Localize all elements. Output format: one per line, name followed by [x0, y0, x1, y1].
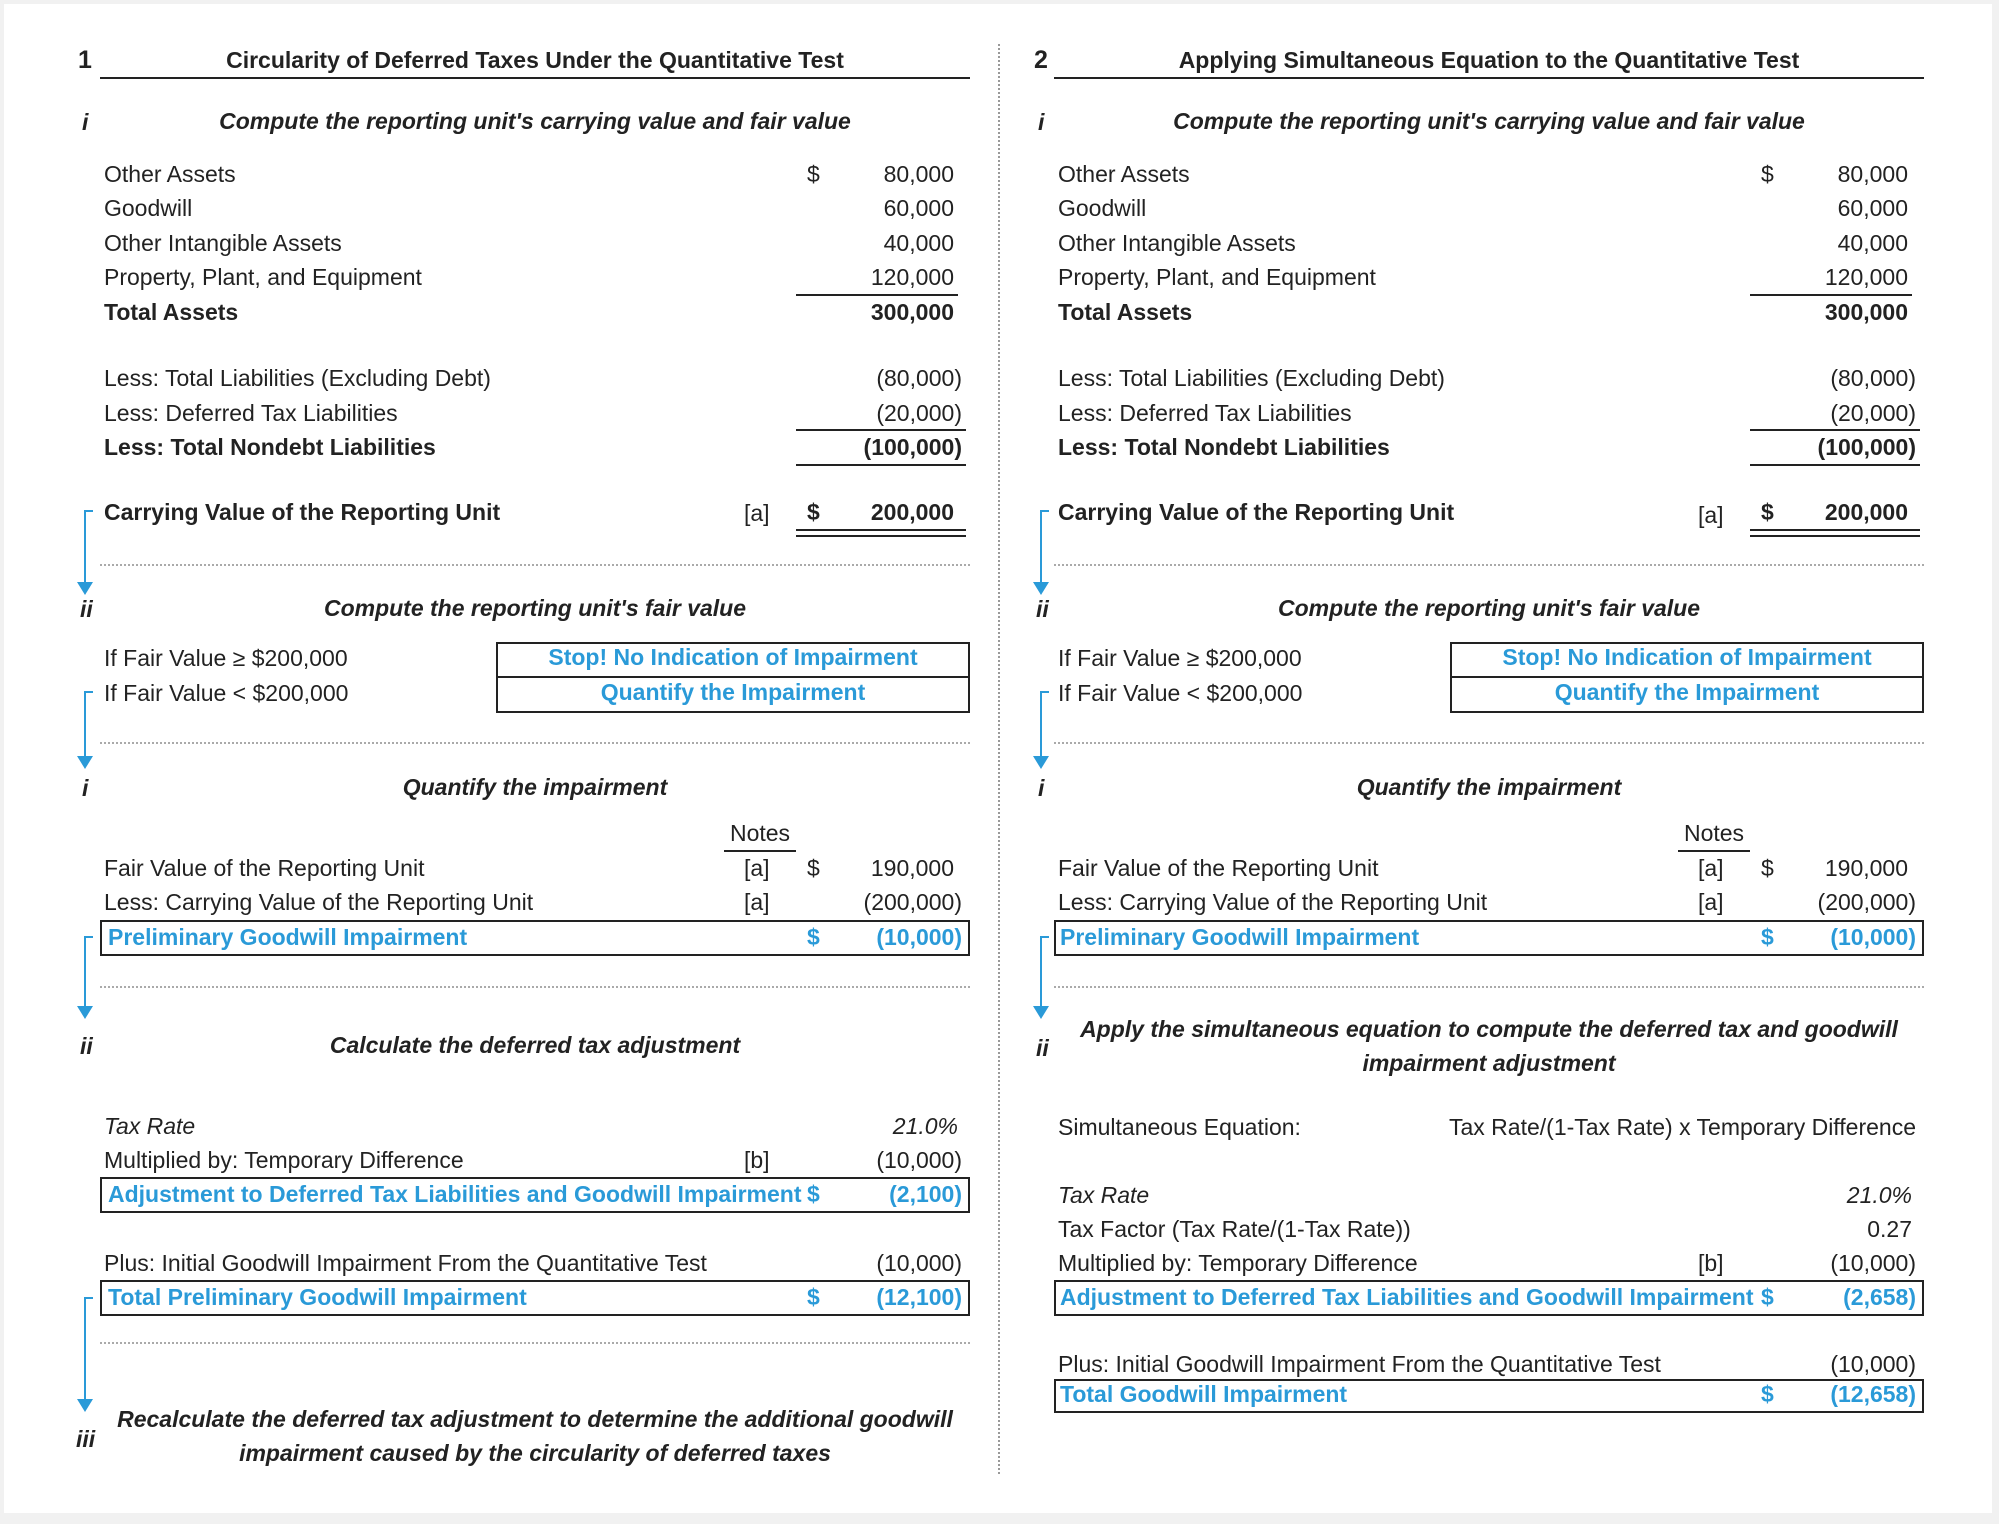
left-title-rule: [100, 77, 970, 79]
left-fv-label: Fair Value of the Reporting Unit: [104, 855, 425, 881]
left-prelim-value: (10,000): [876, 924, 962, 950]
left-tax-rate-label: Tax Rate: [104, 1113, 196, 1139]
right-plus-label: Plus: Initial Goodwill Impairment From the Quantitative Test: [1058, 1351, 1661, 1377]
flow-arrow-line: [84, 1297, 93, 1399]
flow-arrow-head-icon: [77, 1399, 93, 1412]
right-total-impairment-label: Total Goodwill Impairment: [1060, 1381, 1348, 1407]
left-nondebt-total-label: Less: Total Nondebt Liabilities: [104, 434, 436, 460]
right-adjustment-value: (2,658): [1843, 1284, 1916, 1310]
right-liab-label: Less: Deferred Tax Liabilities: [1058, 400, 1352, 426]
right-liab-value: (80,000): [1830, 365, 1916, 391]
left-total-prelim-value: (12,100): [876, 1284, 962, 1310]
right-fv-label: Fair Value of the Reporting Unit: [1058, 855, 1379, 881]
right-tax-rate-label: Tax Rate: [1058, 1182, 1150, 1208]
left-row-value: 40,000: [883, 230, 954, 256]
right-s4-heading-line2: impairment adjustment: [1362, 1050, 1616, 1076]
right-equation-value: Tax Rate/(1-Tax Rate) x Temporary Difference: [1449, 1114, 1916, 1140]
right-liab-bottom-rule: [1750, 464, 1920, 466]
right-liab-label: Less: Total Liabilities (Excluding Debt): [1058, 365, 1445, 391]
left-dollar-sign: $: [807, 161, 820, 187]
right-quantify-result: Quantify the Impairment: [1554, 679, 1820, 705]
right-section-number: 2: [1034, 46, 1048, 74]
left-carrying-note: [a]: [744, 500, 770, 526]
left-total-assets-label: Total Assets: [104, 299, 239, 325]
right-row-label: Other Intangible Assets: [1058, 230, 1296, 256]
left-mult-value: (10,000): [876, 1147, 962, 1173]
left-s5-heading-line1: Recalculate the deferred tax adjustment to determine the additional goodwill: [117, 1406, 953, 1432]
left-s2-heading: Compute the reporting unit's fair value: [323, 595, 747, 621]
flow-arrow-head-icon: [77, 1006, 93, 1019]
right-prelim-dollar: $: [1761, 924, 1774, 950]
right-row-value: 60,000: [1837, 195, 1908, 221]
right-roman-ii-2: ii: [1036, 1035, 1049, 1061]
right-nondebt-total-label: Less: Total Nondebt Liabilities: [1058, 434, 1390, 460]
right-s2-heading: Compute the reporting unit's fair value: [1277, 595, 1701, 621]
right-title-rule: [1054, 77, 1924, 79]
left-roman-i: i: [82, 109, 89, 135]
column-divider: [998, 44, 1000, 1474]
right-tax-rate-value: 21.0%: [1846, 1182, 1912, 1208]
flow-arrow-head-icon: [77, 756, 93, 769]
right-notes-header: Notes: [1683, 820, 1745, 846]
left-s5-heading-line2: impairment caused by the circularity of deferred taxes: [239, 1440, 831, 1466]
right-section-separator: [1054, 564, 1924, 566]
flow-arrow-line: [84, 510, 93, 582]
flow-arrow-head-icon: [1033, 756, 1049, 769]
right-result-divider: [1450, 676, 1924, 678]
right-nondebt-total-value: (100,000): [1817, 434, 1916, 460]
right-notes-rule: [1678, 850, 1750, 852]
right-mult-value: (10,000): [1830, 1250, 1916, 1276]
left-title: Circularity of Deferred Taxes Under the Quantitative Test: [226, 47, 844, 73]
right-section-separator: [1054, 742, 1924, 744]
left-prelim-label: Preliminary Goodwill Impairment: [108, 924, 468, 950]
left-liab-label: Less: Deferred Tax Liabilities: [104, 400, 398, 426]
right-row-label: Goodwill: [1058, 195, 1147, 221]
flow-arrow-line: [84, 691, 93, 756]
left-cv-value: (200,000): [863, 889, 962, 915]
left-row-label: Other Assets: [104, 161, 236, 187]
left-total-prelim-dollar: $: [807, 1284, 820, 1310]
left-row-value: 80,000: [883, 161, 954, 187]
left-prelim-dollar: $: [807, 924, 820, 950]
left-subtotal-rule: [796, 294, 958, 296]
left-adjustment-label: Adjustment to Deferred Tax Liabilities and Goodwill Impairment: [108, 1181, 802, 1207]
left-row-label: Other Intangible Assets: [104, 230, 342, 256]
right-row-value: 120,000: [1824, 264, 1908, 290]
right-liab-value: (20,000): [1830, 400, 1916, 426]
right-roman-i: i: [1038, 109, 1045, 135]
flow-arrow-line: [1040, 510, 1049, 582]
right-s4-heading-line1: Apply the simultaneous equation to compute the deferred tax and goodwill: [1080, 1016, 1898, 1042]
left-result-divider: [496, 676, 970, 678]
right-row-value: 80,000: [1837, 161, 1908, 187]
left-plus-value: (10,000): [876, 1250, 962, 1276]
left-liab-value: (80,000): [876, 365, 962, 391]
right-dollar-sign: $: [1761, 161, 1774, 187]
right-total-assets-label: Total Assets: [1058, 299, 1193, 325]
right-plus-value: (10,000): [1830, 1351, 1916, 1377]
right-tax-factor-value: 0.27: [1867, 1216, 1912, 1242]
right-carrying-note: [a]: [1698, 502, 1724, 528]
right-total-assets-value: 300,000: [1824, 299, 1908, 325]
right-section-separator: [1054, 986, 1924, 988]
right-row-label: Property, Plant, and Equipment: [1058, 264, 1376, 290]
left-section-number: 1: [78, 46, 92, 74]
left-row-value: 60,000: [883, 195, 954, 221]
left-liab-value: (20,000): [876, 400, 962, 426]
left-liab-bottom-rule: [796, 464, 966, 466]
right-row-label: Other Assets: [1058, 161, 1190, 187]
right-liab-rule: [1750, 429, 1920, 431]
right-carrying-value: 200,000: [1824, 499, 1908, 525]
left-condition-lt: If Fair Value < $200,000: [104, 680, 349, 706]
right-tax-factor-label: Tax Factor (Tax Rate/(1-Tax Rate)): [1058, 1216, 1411, 1242]
left-adjustment-value: (2,100): [889, 1181, 962, 1207]
left-notes-rule: [724, 850, 796, 852]
right-s3-heading: Quantify the impairment: [1356, 774, 1622, 800]
right-cv-note: [a]: [1698, 889, 1724, 915]
right-carrying-double-rule: [1750, 529, 1920, 537]
left-roman-ii-2: ii: [80, 1033, 93, 1059]
left-s4-heading: Calculate the deferred tax adjustment: [329, 1032, 741, 1058]
left-quantify-result: Quantify the Impairment: [600, 679, 866, 705]
right-adjustment-label: Adjustment to Deferred Tax Liabilities and Goodwill Impairment: [1060, 1284, 1754, 1310]
left-section-separator: [100, 742, 970, 744]
left-liab-label: Less: Total Liabilities (Excluding Debt): [104, 365, 491, 391]
right-cv-value: (200,000): [1817, 889, 1916, 915]
flow-arrow-head-icon: [77, 582, 93, 595]
flow-arrow-line: [84, 936, 93, 1006]
left-roman-i-2: i: [82, 775, 89, 801]
left-fv-note: [a]: [744, 855, 770, 881]
left-condition-ge: If Fair Value ≥ $200,000: [104, 645, 348, 671]
left-total-assets-value: 300,000: [870, 299, 954, 325]
right-condition-ge: If Fair Value ≥ $200,000: [1058, 645, 1302, 671]
right-prelim-value: (10,000): [1830, 924, 1916, 950]
right-total-impairment-dollar: $: [1761, 1381, 1774, 1407]
left-notes-header: Notes: [729, 820, 791, 846]
right-no-impairment-result: Stop! No Indication of Impairment: [1502, 644, 1872, 670]
right-s1-heading: Compute the reporting unit's carrying value and fair value: [1173, 108, 1805, 134]
right-equation-label: Simultaneous Equation:: [1058, 1114, 1301, 1140]
right-prelim-label: Preliminary Goodwill Impairment: [1060, 924, 1420, 950]
left-fv-value: 190,000: [870, 855, 954, 881]
left-cv-label: Less: Carrying Value of the Reporting Unit: [104, 889, 534, 915]
left-fv-dollar: $: [807, 855, 820, 881]
left-carrying-double-rule: [796, 529, 966, 537]
right-roman-ii: ii: [1036, 596, 1049, 622]
left-plus-label: Plus: Initial Goodwill Impairment From the Quantitative Test: [104, 1250, 707, 1276]
left-s1-heading: Compute the reporting unit's carrying value and fair value: [219, 108, 851, 134]
right-carrying-label: Carrying Value of the Reporting Unit: [1058, 499, 1455, 525]
left-roman-iii: iii: [76, 1426, 96, 1452]
left-carrying-dollar: $: [807, 499, 820, 525]
right-mult-note: [b]: [1698, 1250, 1724, 1276]
flow-arrow-head-icon: [1033, 582, 1049, 595]
document-page: [4, 4, 1992, 1513]
right-roman-i-2: i: [1038, 775, 1045, 801]
left-carrying-label: Carrying Value of the Reporting Unit: [104, 499, 501, 525]
right-carrying-dollar: $: [1761, 499, 1774, 525]
left-row-label: Property, Plant, and Equipment: [104, 264, 422, 290]
left-section-separator: [100, 986, 970, 988]
right-fv-value: 190,000: [1824, 855, 1908, 881]
left-section-separator: [100, 564, 970, 566]
right-adjustment-dollar: $: [1761, 1284, 1774, 1310]
left-no-impairment-result: Stop! No Indication of Impairment: [548, 644, 918, 670]
left-section-separator: [100, 1342, 970, 1344]
left-cv-note: [a]: [744, 889, 770, 915]
right-total-impairment-value: (12,658): [1830, 1381, 1916, 1407]
left-total-prelim-label: Total Preliminary Goodwill Impairment: [108, 1284, 527, 1310]
right-subtotal-rule: [1750, 294, 1912, 296]
left-liab-rule: [796, 429, 966, 431]
left-s3-heading: Quantify the impairment: [402, 774, 668, 800]
left-carrying-value: 200,000: [870, 499, 954, 525]
left-tax-rate-value: 21.0%: [892, 1113, 958, 1139]
right-fv-dollar: $: [1761, 855, 1774, 881]
right-fv-note: [a]: [1698, 855, 1724, 881]
left-row-label: Goodwill: [104, 195, 193, 221]
right-condition-lt: If Fair Value < $200,000: [1058, 680, 1303, 706]
right-title: Applying Simultaneous Equation to the Quantitative Test: [1178, 47, 1800, 73]
right-row-value: 40,000: [1837, 230, 1908, 256]
left-nondebt-total-value: (100,000): [863, 434, 962, 460]
left-mult-note: [b]: [744, 1147, 770, 1173]
flow-arrow-line: [1040, 936, 1049, 1006]
flow-arrow-head-icon: [1033, 1006, 1049, 1019]
right-mult-label: Multiplied by: Temporary Difference: [1058, 1250, 1418, 1276]
left-mult-label: Multiplied by: Temporary Difference: [104, 1147, 464, 1173]
flow-arrow-line: [1040, 691, 1049, 756]
left-roman-ii: ii: [80, 596, 93, 622]
left-row-value: 120,000: [870, 264, 954, 290]
left-adjustment-dollar: $: [807, 1181, 820, 1207]
right-cv-label: Less: Carrying Value of the Reporting Unit: [1058, 889, 1488, 915]
